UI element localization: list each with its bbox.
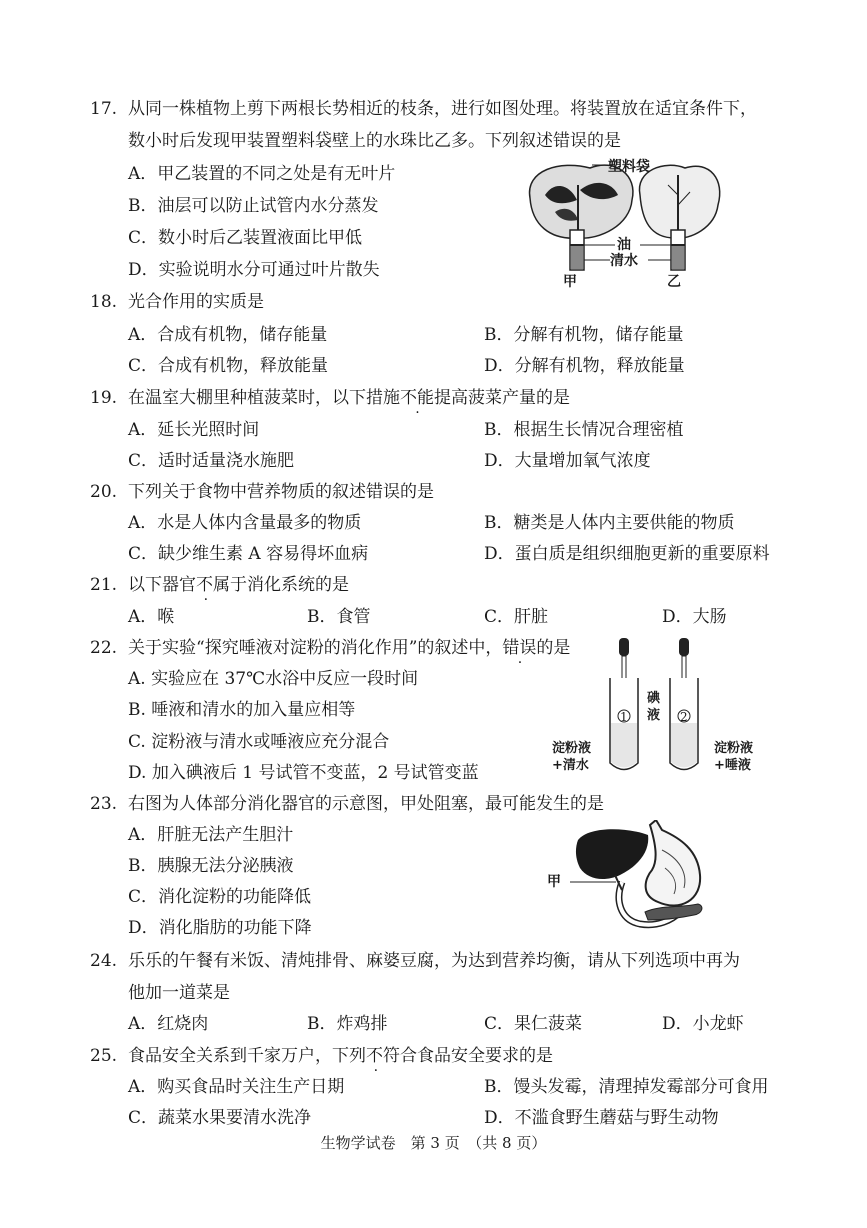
figure-22-tube-2-label: 2	[680, 710, 688, 724]
figure-22-tube-1-label: 1	[620, 710, 628, 724]
option-d: D．大量增加氧气浓度	[484, 451, 651, 471]
option-b: B．根据生长情况合理密植	[484, 420, 684, 440]
question-20-stem	[90, 481, 434, 503]
option-d: D．实验说明水分可通过叶片散失	[128, 260, 380, 280]
option-d: D．消化脂肪的功能下降	[128, 918, 312, 938]
question-18-stem	[90, 291, 264, 313]
question-number: 20.	[90, 482, 118, 502]
figure-17-label-water: 清水	[610, 253, 638, 269]
option-a: A. 实验应在 37℃水浴中反应一段时间	[128, 669, 419, 689]
option-c: C．合成有机物，释放能量	[128, 356, 329, 376]
question-number: 17.	[90, 99, 118, 119]
stomach	[646, 820, 701, 906]
question-number: 22.	[90, 638, 118, 658]
question-number: 23.	[90, 794, 118, 814]
option-c: C．数小时后乙装置液面比甲低	[128, 228, 363, 248]
question-24-stem-line2: 他加一道菜是	[128, 983, 230, 1003]
question-text: 乐乐的午餐有米饭、清炖排骨、麻婆豆腐，为达到营养均衡，请从下列选项中再为	[128, 951, 740, 971]
option-a: A．延长光照时间	[128, 420, 260, 440]
option-c: C．肝脏	[484, 607, 549, 627]
option-b: B．食管	[307, 607, 371, 627]
option-a: A．甲乙装置的不同之处是有无叶片	[128, 164, 396, 184]
question-text: 右图为人体部分消化器官的示意图，甲处阻塞，最可能发生的是	[128, 794, 604, 814]
question-25-stem: 25. 食品安全关系到千家万户，下列不符合食品安全要求的是	[90, 1046, 553, 1066]
option-a: A．喉	[128, 607, 175, 627]
question-number: 21.	[90, 575, 118, 595]
figure-17-label-oil: 油	[617, 237, 631, 253]
figure-22-left-label-2: +清水	[552, 758, 589, 773]
figure-17-label-bag: 塑料袋	[608, 159, 650, 175]
figure-22-left-label-1: 淀粉液	[552, 741, 592, 756]
question-number: 19.	[90, 388, 118, 408]
option-a: A．红烧肉	[128, 1014, 209, 1034]
figure-17-label-jia: 甲	[563, 274, 577, 290]
pancreas	[645, 904, 702, 920]
figure-23-digestive-organs	[570, 820, 720, 930]
option-b: B．糖类是人体内主要供能的物质	[484, 513, 735, 533]
question-24-stem-line1	[90, 950, 740, 972]
option-a: A．购买食品时关注生产日期	[128, 1077, 345, 1097]
question-17-stem-line1	[90, 98, 757, 120]
option-b: B．炸鸡排	[307, 1014, 388, 1034]
question-text: 下列关于食物中营养物质的叙述错误的是	[128, 482, 434, 502]
option-c: C．蔬菜水果要清水洗净	[128, 1108, 312, 1128]
question-21-stem: 21. 以下器官不属于消化系统的是	[90, 575, 349, 595]
figure-22-right-label-2: +唾液	[714, 758, 751, 773]
question-19-stem: 19. 在温室大棚里种植菠菜时，以下措施不能提高菠菜产量的是	[90, 388, 570, 408]
question-number: 25.	[90, 1046, 118, 1066]
option-c: C．果仁菠菜	[484, 1014, 583, 1034]
question-text: 光合作用的实质是	[128, 292, 264, 312]
option-b: B．油层可以防止试管内水分蒸发	[128, 196, 379, 216]
question-22-stem: 22. 关于实验“探究唾液对淀粉的消化作用”的叙述中，错误的是	[90, 638, 571, 658]
option-a: A．合成有机物，储存能量	[128, 325, 328, 345]
option-d: D. 加入碘液后 1 号试管不变蓝，2 号试管变蓝	[128, 763, 479, 783]
option-a: A．肝脏无法产生胆汁	[128, 825, 294, 845]
question-number: 24.	[90, 951, 118, 971]
option-c: C．消化淀粉的功能降低	[128, 887, 312, 907]
question-23-stem	[90, 793, 604, 815]
option-d: D．蛋白质是组织细胞更新的重要原料	[484, 544, 770, 564]
question-number: 18.	[90, 292, 118, 312]
figure-22-iodine-label: 碘液	[647, 691, 661, 723]
emphasis-text: 不能	[400, 388, 434, 408]
plastic-bag-yi	[639, 165, 719, 238]
option-d: D．大肠	[662, 607, 727, 627]
option-d: D．不滥食野生蘑菇与野生动物	[484, 1108, 719, 1128]
liver	[576, 829, 648, 879]
option-a: A．水是人体内含量最多的物质	[128, 513, 362, 533]
option-c: C．适时适量浇水施肥	[128, 451, 295, 471]
option-b: B．分解有机物，储存能量	[484, 325, 684, 345]
option-c: C. 淀粉液与清水或唾液应充分混合	[128, 732, 390, 752]
option-b: B．胰腺无法分泌胰液	[128, 856, 294, 876]
emphasis-text: 不	[196, 575, 213, 595]
emphasis-text: 错误	[502, 638, 537, 658]
figure-17-label-yi: 乙	[667, 274, 681, 290]
figure-22-right-label-1: 淀粉液	[714, 741, 754, 756]
option-c: C．缺少维生素 A 容易得坏血病	[128, 544, 369, 564]
option-d: D．分解有机物，释放能量	[484, 356, 685, 376]
option-d: D．小龙虾	[662, 1014, 744, 1034]
option-b: B. 唾液和清水的加入量应相等	[128, 700, 356, 720]
emphasis-text: 不	[366, 1046, 383, 1066]
question-text: 从同一株植物上剪下两根长势相近的枝条，进行如图处理。将装置放在适宜条件下，	[128, 99, 757, 119]
figure-23-label-jia: 甲	[547, 874, 561, 890]
option-b: B．馒头发霉，清理掉发霉部分可食用	[484, 1077, 769, 1097]
question-17-stem-line2: 数小时后发现甲装置塑料袋壁上的水珠比乙多。下列叙述错误的是	[128, 131, 621, 151]
page-footer: 生物学试卷 第 3 页 （共 8 页）	[320, 1134, 547, 1152]
